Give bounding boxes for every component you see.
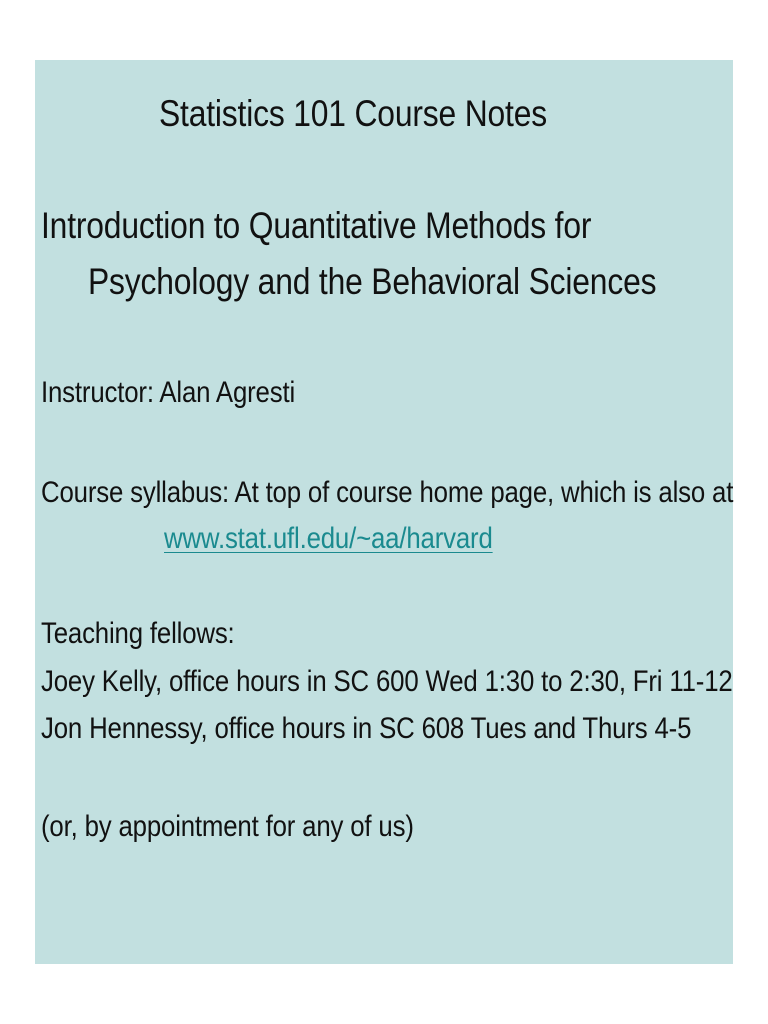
slide-title: Statistics 101 Course Notes — [159, 93, 547, 134]
syllabus-link[interactable]: www.stat.ufl.edu/~aa/harvard — [164, 522, 493, 555]
appointment-note: (or, by appointment for any of us) — [41, 810, 414, 843]
fellow-line-joey-kelly: Joey Kelly, office hours in SC 600 Wed 1:30 to 2:30, Fri 11-12 — [41, 665, 733, 698]
fellows-heading: Teaching fellows: — [41, 617, 235, 650]
syllabus-text: Course syllabus: At top of course home page, which is also at — [41, 476, 734, 509]
slide-page — [35, 60, 733, 964]
fellow-line-jon-hennessy: Jon Hennessy, office hours in SC 608 Tues and Thurs 4-5 — [41, 712, 692, 745]
course-name-line-2: Psychology and the Behavioral Sciences — [88, 261, 657, 302]
course-name-line-1: Introduction to Quantitative Methods for — [41, 205, 592, 246]
instructor-line: Instructor: Alan Agresti — [41, 376, 296, 409]
